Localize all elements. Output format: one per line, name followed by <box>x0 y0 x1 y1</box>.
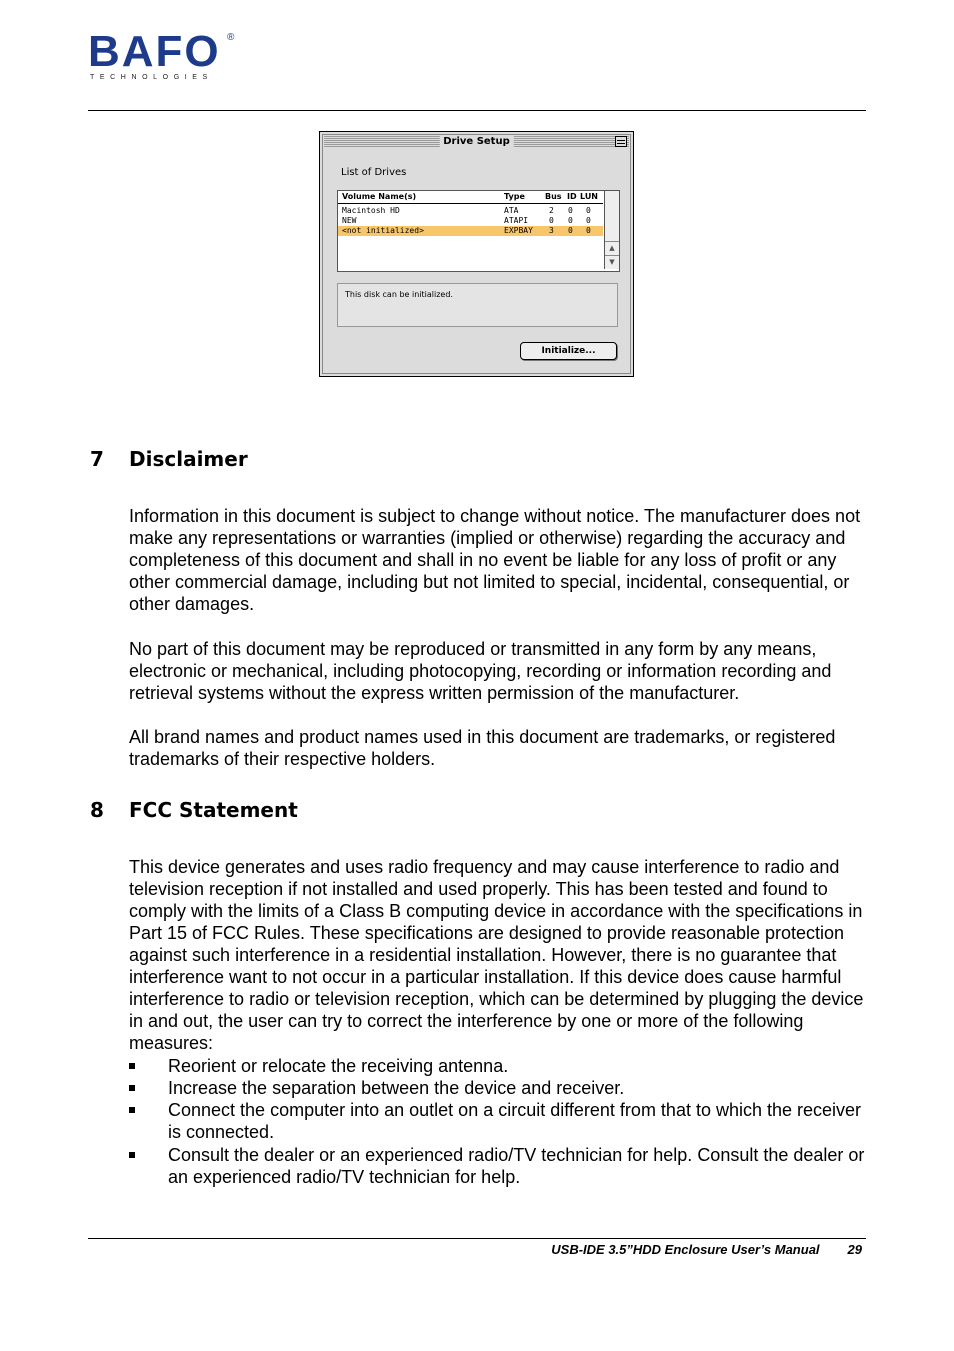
initialize-button[interactable]: Initialize... <box>520 342 617 360</box>
dialog-titlebar[interactable] <box>324 135 629 148</box>
col-volume-name: Volume Name(s) <box>342 192 417 201</box>
drives-list[interactable] <box>337 190 620 272</box>
section-title: Disclaimer <box>129 447 248 471</box>
drive-setup-dialog <box>319 131 634 377</box>
header-rule <box>88 110 866 111</box>
bullet-text: Increase the separation between the device and receiver. <box>168 1078 625 1098</box>
drive-lun: 0 <box>586 226 591 235</box>
paragraph: Information in this document is subject to change without notice. The manufacturer does not make any representations or warranties (implied or otherwise) regarding the accuracy and completeness of this document and shall in no event be liable for any loss of profit or any other commercial damage, including but not limited to special, incidental, consequential, or other damages. <box>129 506 861 614</box>
section-number: 8 <box>90 798 104 822</box>
list-of-drives-label: List of Drives <box>341 167 407 178</box>
paragraph: All brand names and product names used in this document are trademarks, or registered trademarks of their respective holders. <box>129 727 836 769</box>
bullet-square-icon <box>129 1085 135 1091</box>
drive-id: 0 <box>568 216 573 225</box>
drive-type: ATA <box>504 206 519 215</box>
drive-id: 0 <box>568 226 573 235</box>
drive-row-selected[interactable] <box>338 226 603 236</box>
bullet-square-icon <box>129 1107 135 1113</box>
bullet-square-icon <box>129 1152 135 1158</box>
dialog-title: Drive Setup <box>439 135 513 148</box>
drive-lun: 0 <box>586 206 591 215</box>
paragraph: This device generates and uses radio frequency and may cause interference to radio and television reception if not installed and used properly. This has been tested and found to comply with the limits of a Class B computing device in accordance with the specifications in Part 15 of FCC Rules. These specifications are designed to provide reasonable protection against such interference in a residential installation. However, there is no guarantee that interference want to not occur in a particular installation. If this device does cause harmful interference to radio or television reception, which can be determined by plugging the device in and out, the user can try to correct the interference by one or more of the following measures: <box>129 857 864 1053</box>
logo-subtitle: TECHNOLOGIES <box>90 74 213 81</box>
drive-lun: 0 <box>586 216 591 225</box>
drive-row[interactable] <box>338 216 603 226</box>
volume-name: <not initialized> <box>342 226 424 235</box>
drive-type: ATAPI <box>504 216 529 225</box>
bullet-text: Reorient or relocate the receiving antenna. <box>168 1056 509 1076</box>
bullet-text: Consult the dealer or an experienced radio/TV technician for help. Consult the dealer or an experienced radio/TV technician for help. <box>168 1145 865 1187</box>
list-scrollbar[interactable] <box>604 191 619 269</box>
bullet-text: Connect the computer into an outlet on a circuit different from that to which the receiver is connected. <box>168 1100 862 1142</box>
drive-type: EXPBAY <box>504 226 533 235</box>
collapse-box-icon[interactable] <box>615 136 627 147</box>
logo-wordmark: BAFO <box>88 27 221 76</box>
manual-title: USB-IDE 3.5”HDD Enclosure User’s Manual <box>551 1242 820 1257</box>
footer-rule <box>88 1238 866 1239</box>
col-type: Type <box>504 192 525 201</box>
list-header <box>338 191 603 204</box>
drive-bus: 0 <box>549 216 554 225</box>
drive-row[interactable] <box>338 206 603 216</box>
col-lun: LUN <box>580 192 599 201</box>
status-message-box <box>337 283 618 327</box>
col-bus: Bus <box>545 192 562 201</box>
volume-name: NEW <box>342 216 357 225</box>
paragraph: No part of this document may be reproduced or transmitted in any form by any means, electronic or mechanical, including photocopying, recording or information recording and retrieval systems without the express written permission of the manufacturer. <box>129 639 832 703</box>
logo-registered-mark: ® <box>227 32 235 43</box>
volume-name: Macintosh HD <box>342 206 400 215</box>
drive-id: 0 <box>568 206 573 215</box>
scroll-down-icon[interactable]: ▼ <box>605 255 619 269</box>
section-number: 7 <box>90 447 104 471</box>
status-message: This disk can be initialized. <box>345 290 453 299</box>
drive-bus: 3 <box>549 226 554 235</box>
bafo-logo <box>88 27 238 86</box>
drive-bus: 2 <box>549 206 554 215</box>
section-title: FCC Statement <box>129 798 298 822</box>
page-number: 29 <box>847 1242 862 1257</box>
page-footer <box>551 1241 862 1259</box>
col-id: ID <box>567 192 577 201</box>
scroll-up-icon[interactable]: ▲ <box>605 241 619 255</box>
bullet-square-icon <box>129 1063 135 1069</box>
